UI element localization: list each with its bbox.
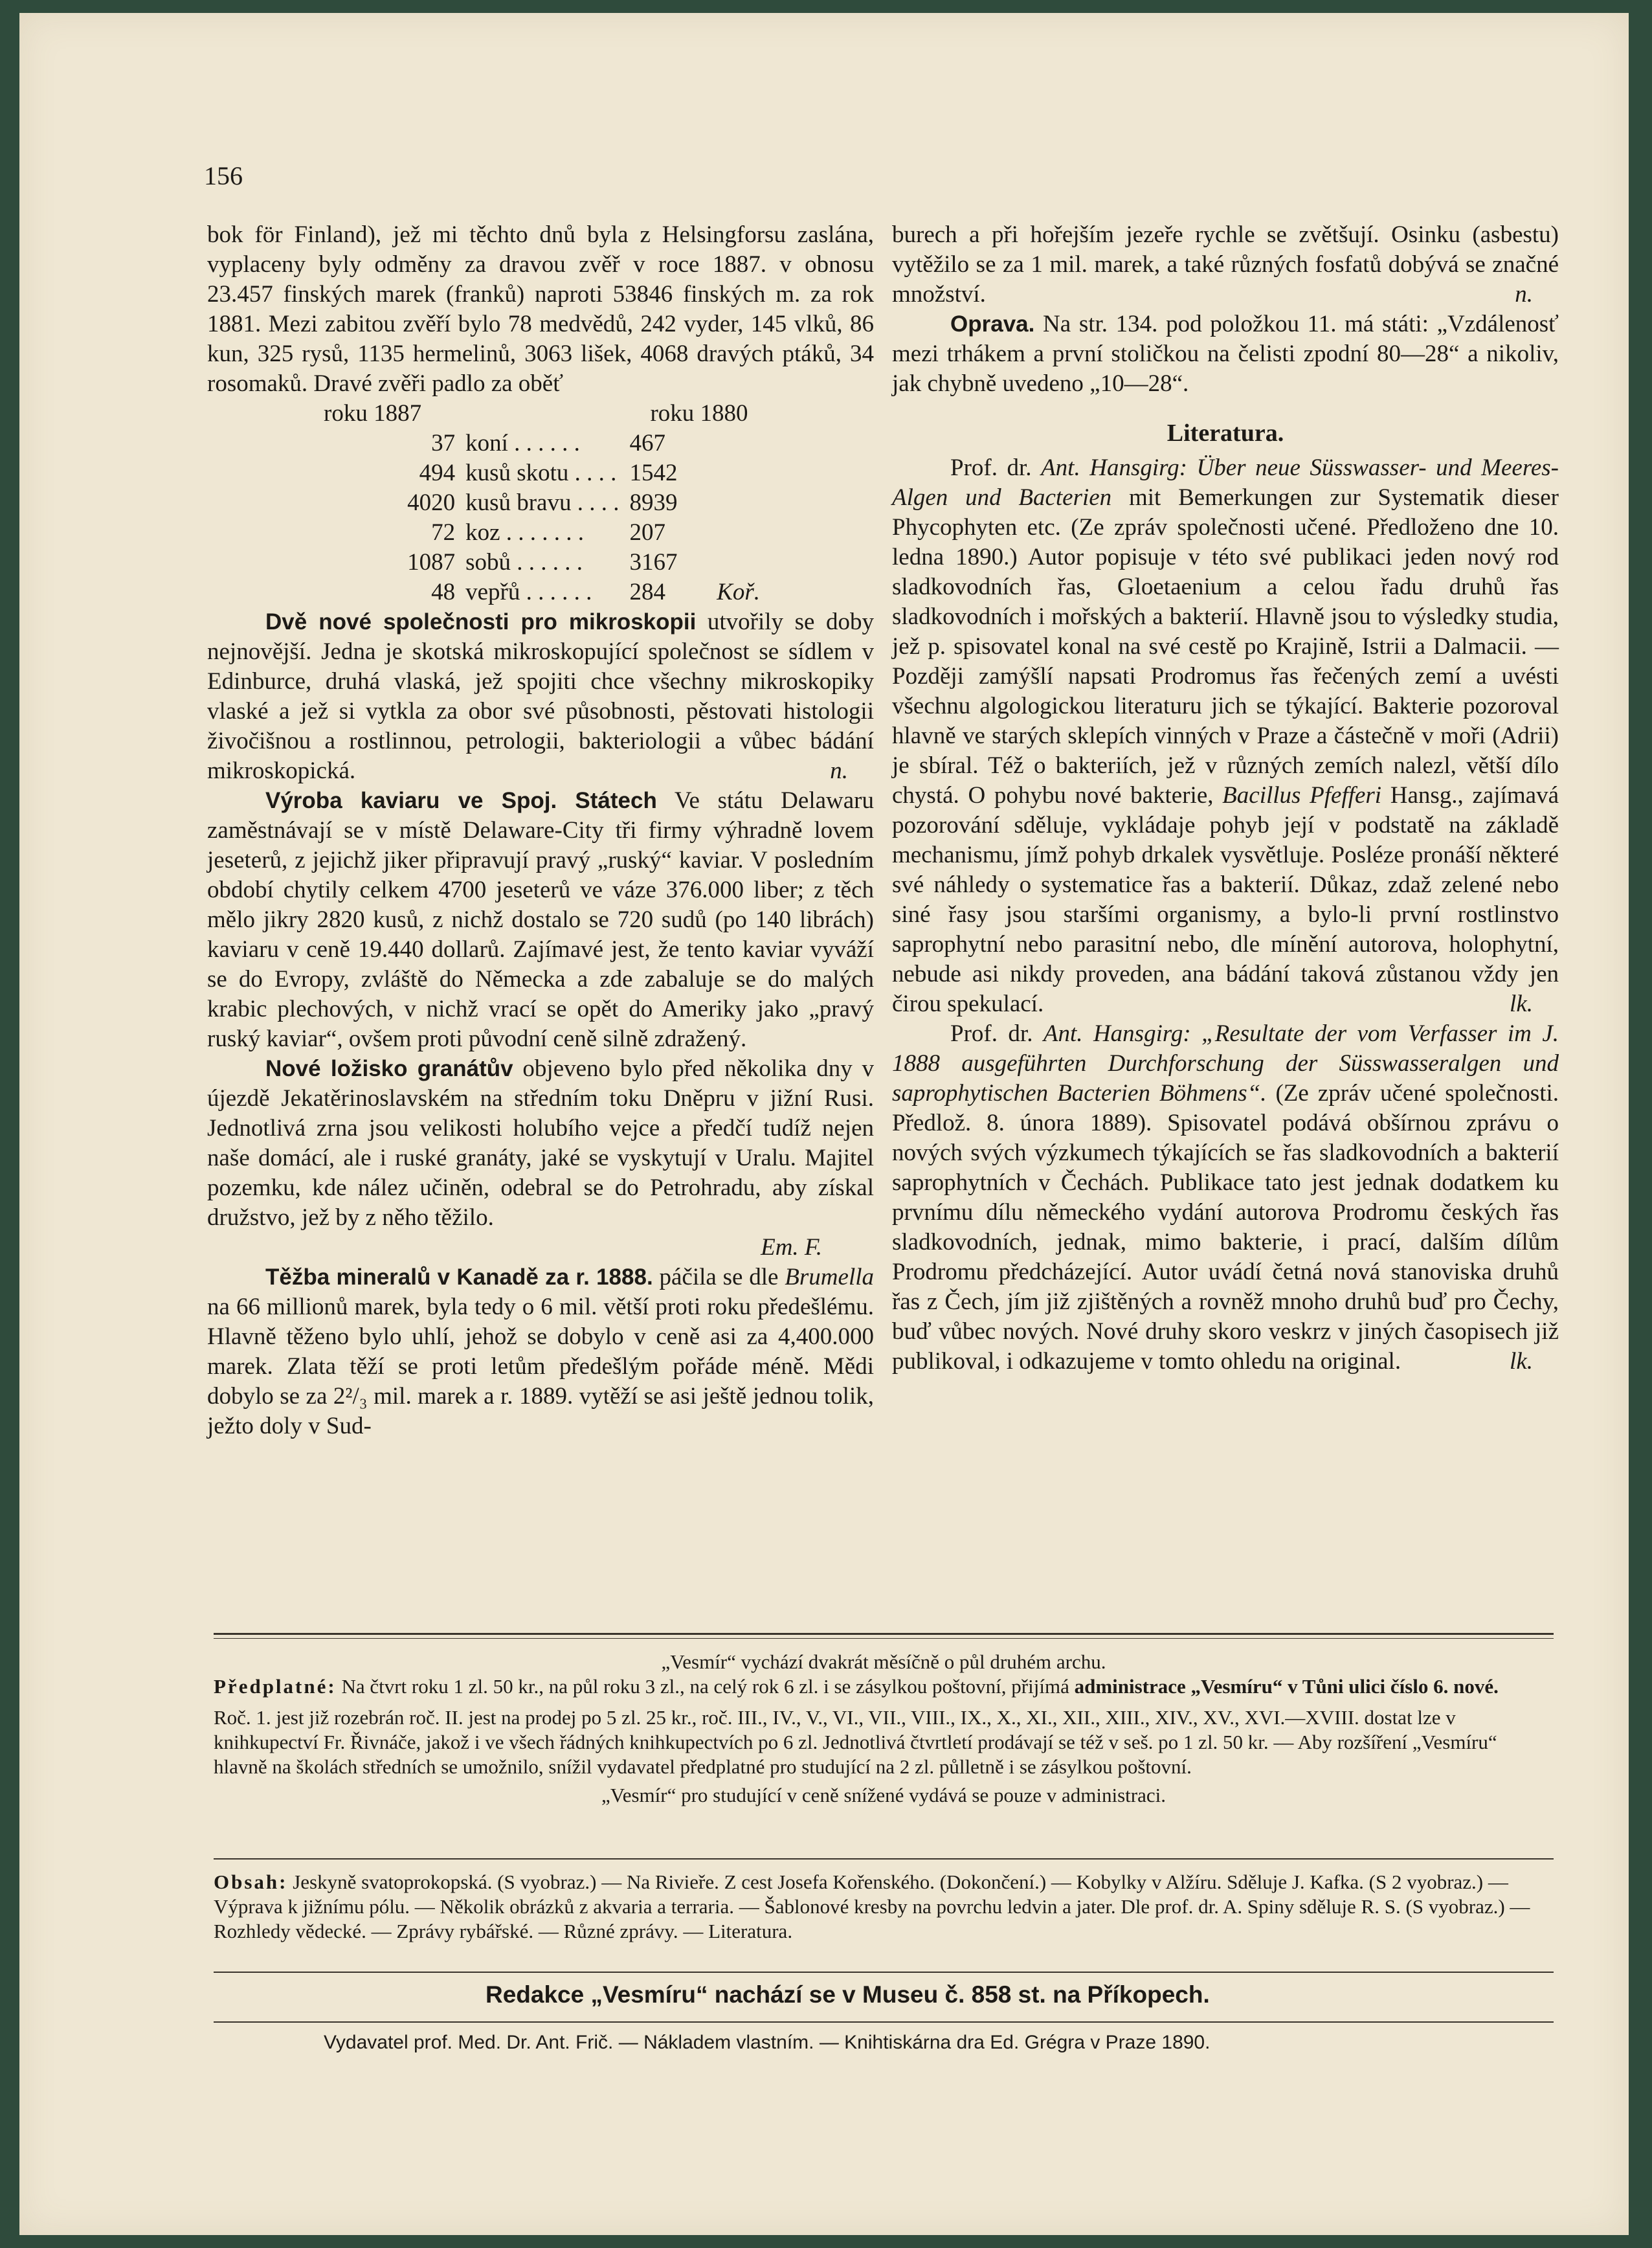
table-row: 494 kusů skotu . . . . 1542 [419, 460, 678, 486]
table-row: 37 koní . . . . . . 467 [431, 430, 665, 456]
page-number: 156 [204, 161, 243, 190]
section-heading: Dvě nové společnosti pro mikroskopii [265, 609, 697, 635]
section-heading: Těžba mineralů v Kanadě za r. 1888. [265, 1264, 653, 1290]
left-column [207, 220, 874, 1441]
review-1: Prof. dr. Ant. Hansgirg: Über neue Süsswasser- und Meeres-Algen und Bacterien mit Bemerkungen zur Systematik dieser Phycophyten etc. (Ze zpráv společnosti učené. Předloženo dne 10. ledna 1890.) Autor popisuje v této své publikaci jeden nový rod sladkovodních řas, Gloetaenium a celou řadu druhů řas sladkovodních i mořských a bakterií. Hlavně jsou to výsledky studia, jež p. spisovatel konal na své cestě po Krajině, Istrii a Dalmacii. — Později zamýšlí napsati Prodromus řas řečených zemí a uvésti všechnu algologickou literaturu jich se týkající. Bakterie pozoroval hlavně ve starých sklepích vinných v Praze a částečně v moři (Adrii) je sbíral. Též o bakteriích, jež v různých zemích nalezl, větší dílo chystá. O pohybu nové bakterie, Bacillus Pfefferi Hansg., zajímavá pozorování sděluje, vykládaje pohyb její v podstatě na základě mechanismu, jímž pohyb drkalek vysvětluje. Posléze pronáší některé své náhledy o systematice řas a bakterií. Důkaz, zdaž zelené nebo siné řasy jsou staršími organismy, a bylo-li první rostlinstvo saprophytní nebo parasitní nebo, dle mínění autorova, holophytní, nebude asi nikdy proveden, ana bádání taková zůstanou vždy jen čirou spekulací. lk. [892, 453, 1559, 1019]
table-row: 48 vepřů . . . . . . 284 Koř. [431, 579, 761, 605]
divider [214, 1633, 1554, 1635]
finland-paragraph: bok för Finland), jež mi těchto dnů byla z Helsingforsu zaslána, vyplaceny byly odměny za dravou zvěř v roce 1887. v obnosu 23.457 finských marek (franků) naproti 53846 finských m. za rok 1881. Mezi zabitou zvěří bylo 78 medvědů, 242 vyder, 145 vlků, 86 kun, 325 rysů, 1135 hermelinů, 3063 lišek, 4068 dravých ptáků, 34 rosomaků. Dravé zvěři padlo za oběť [207, 221, 874, 397]
col-head-1880: roku 1880 [650, 400, 748, 427]
divider [214, 1972, 1554, 1973]
signature: n. [1515, 281, 1533, 308]
publisher-line: Vydavatel prof. Med. Dr. Ant. Frič. — Nákladem vlastním. — Knihtiskárna dra Ed. Grégra v Praze 1890. [324, 2032, 1211, 2053]
review-2: Prof. dr. Ant. Hansgirg: „Resultate der vom Verfasser im J. 1888 ausgeführten Durchforschung der Süsswasseralgen und saprophytischen Bacterien Böhmens“. (Ze zpráv učené společnosti. Předlož. 8. února 1889). Spisovatel podává obšírnou zprávu o nových svých výzkumech týkajících se řas sladkovodních a bakterií saprophytních v Čechách. Publikace tato jest jednak dodatkem ku prvnímu dílu německého vydání autorova Prodromu českých řas sladkovodních, jednak, mimo bakterie, i prací, dalším dílům Prodromu předcházející. Autor uvádí četná nová stanoviska druhů řas z Čech, jím již zjištěných a rovněž mnoho druhů buď pro Čechy, buď vůbec nových. Nové druhy skoro veskrz v jiných časopisech již publikoval, i odkazujeme v tomto ohledu na original. lk. [892, 1019, 1559, 1377]
table-row: 72 koz . . . . . . . 207 [431, 519, 665, 546]
section-heading: Oprava. [950, 311, 1035, 337]
predator-losses-table [298, 399, 787, 607]
contents: Obsah: Jeskyně svatoprokopská. (S vyobraz.) — Na Rivieře. Z cest Josefa Kořenského. (Dokončení.) — Kobylky v Alžíru. Sděluje J. Kafka. (S 2 vyobraz.) — Výprava k jižnímu pólu. — Několik obrázků z akvaria a terraria. — Šablonové kresby na povrchu ledvin a jater. Dle prof. dr. A. Spiny sděluje R. S. (S vyobraz.) — Rozhledy vědecké. — Zprávy rybářské. — Různé zprávy. — Literatura. [214, 1871, 1530, 1942]
signature: n. [830, 758, 848, 784]
divider [214, 1638, 1554, 1639]
section-heading: Výroba kaviaru ve Spoj. Státech [265, 788, 657, 813]
caviar-paragraph: Výroba kaviaru ve Spoj. Státech Ve státu Delawaru zaměstnávají se v místě Delaware-City tři firmy výhradně lovem jeseterů, z jejichž jiker připravují pravý „ruský“ kaviar. V posledním období chytily celkem 4700 jeseterů ve váze 376.000 liber; z těch mělo jikry 2820 kusů, z nichž dostalo se 720 sudů (po 140 librách) kaviaru v ceně 19.440 dollarů. Zajímavé jest, že tento kaviar vyváží se do Evropy, zvláště do Německa a zde zabaluje se do malých krabic plechových, v nichž vrací se opět do Ameriky jako „pravý ruský kaviar“, ovšem proti původní ceně silně zdražený. [207, 787, 874, 1052]
microscopy-paragraph: Dvě nové společnosti pro mikroskopii utvořily se doby nejnovější. Jedna je skotská mikroskopující společnost se sídlem v Edinburce, druhá vlaská, jež spojiti chce všechny mikroskopiky vlaské a jež si vytkla za obor své působnosti, pěstovati histologii živočišnou a rostlinnou, petrologii, bakteriologii a vůbec bádání mikroskopická. n. [207, 607, 874, 786]
garnet-paragraph: Nové ložisko granátův objeveno bylo před několika dny v újezdě Jekatěrinoslavském na středním toku Dněpru v jižní Rusi. Jednotlivá zrna jsou velikosti holubího vejce a předčí tudíž nejen naše domácí, ale i ruské granáty, jaké se vyskytují v Uralu. Majitel pozemku, kde nález učiněn, odebral se do Petrohradu, aby získal družstvo, jež by z něho těžilo. [207, 1055, 875, 1231]
table-row: 1087 sobů . . . . . . 3167 [407, 549, 678, 576]
signature: Koř. [717, 579, 761, 605]
signature: Em. F. [761, 1234, 822, 1261]
col-head-1887: roku 1887 [324, 400, 422, 427]
divider [214, 2021, 1554, 2023]
editorial-office: Redakce „Vesmíru“ nachází se v Museu č. 858 st. na Příkopech. [486, 1981, 1210, 2008]
divider [214, 1858, 1554, 1860]
erratum-paragraph: Oprava. Na str. 134. pod položkou 11. má státi: „Vzdálenosť mezi trhákem a první stoličkou na čelisti zpodní 80—28“ a nikoliv, jak chybně uvedeno „10—28“. [892, 311, 1559, 397]
right-column [892, 220, 1559, 1377]
journal-page [19, 13, 1629, 2235]
continuation-paragraph: burech a při hořejším jezeře rychle se zvětšují. Osinku (asbestu) vytěžilo se za 1 mil. marek, a také různých fosfatů dobývá se značné množství. n. [892, 220, 1559, 309]
signature: lk. [1510, 991, 1533, 1017]
signature: lk. [1510, 1348, 1533, 1375]
section-heading: Nové ložisko granátův [265, 1056, 513, 1081]
canada-minerals-paragraph: Těžba mineralů v Kanadě za r. 1888. páčila se dle Brumella na 66 millionů marek, byla tedy o 6 mil. větší proti roku předešlému. Hlavně těženo bylo uhlí, jehož se dobylo v ceně asi za 4,400.000 marek. Zlata těží se proti letům předešlým pořáde méně. Mědi dobylo se za 2²/₃ mil. marek a r. 1889. vytěží se asi ještě jednou tolik, ježto doly v Sud- [207, 1264, 874, 1439]
literature-heading: Literatura. [1166, 420, 1284, 447]
subscription-info: „Vesmír“ vychází dvakrát měsíčně o půl druhém archu. Předplatné: Na čtvrt roku 1 zl. 50 kr., na půl roku 3 zl., na celý rok 6 zl. i se zásylkou poštovní, přijímá administrace „Vesmíru“ v Tůni ulici číslo 6. nové. Roč. 1. jest již rozebrán roč. II. jest na prodej po 5 zl. 25 kr., roč. III., IV., V., VI., VII., VIII., IX., X., XI., XII., XIII., XIV., XV., XVI.—XVIII. dostat lze v knihkupectví Fr. Řivnáče, jakož i ve všech řádných knihkupectvích po 6 zl. Jednotlivá čtvrtletí prodávají se též v seš. po 1 zl. 50 kr. — Aby rozšíření „Vesmíru“ hlavně na školách středních se umožnilo, snížil vydavatel předplatné pro studující na 2 zl. půlletně i se zásylkou poštovní. „Vesmír“ pro studující v ceně snížené vydává se pouze v administraci. [214, 1650, 1499, 1806]
table-row: 4020 kusů bravu . . . . 8939 [407, 489, 678, 516]
